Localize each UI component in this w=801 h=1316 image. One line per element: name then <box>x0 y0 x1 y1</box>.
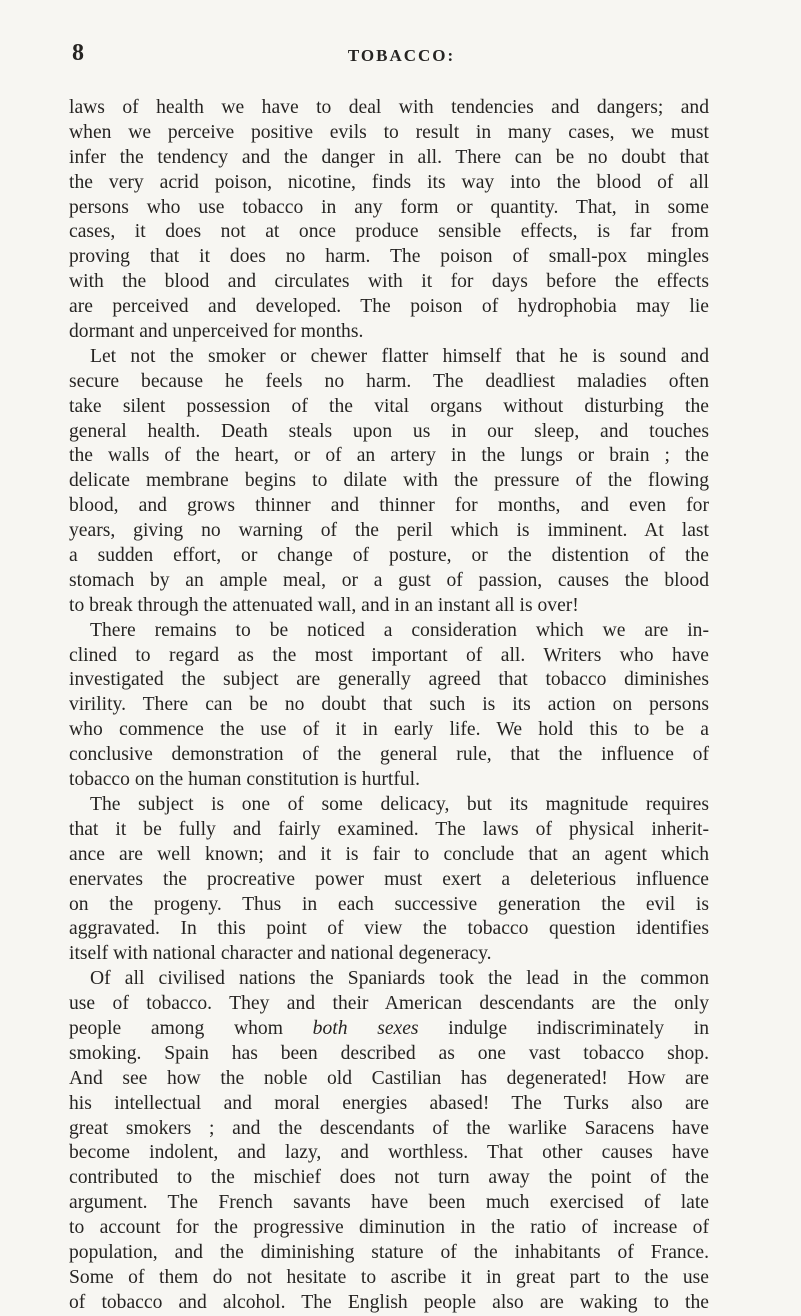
text-line: There remains to be noticed a consideration which we are in- <box>90 619 709 641</box>
text-line: general health. Death steals upon us in our sleep, and touches <box>69 420 709 442</box>
text-line: when we perceive positive evils to result in many cases, we must <box>69 121 709 143</box>
text-line: aggravated. In this point of view the tobacco question identifies <box>69 918 709 940</box>
text-line: his intellectual and moral energies abased! The Turks also are <box>69 1092 709 1114</box>
text-line: tobacco on the human constitution is hurtful. <box>69 769 420 791</box>
running-title: TOBACCO: <box>347 46 456 65</box>
text-line: enervates the procreative power must exert a deleterious influence <box>69 868 709 890</box>
text-line: persons who use tobacco in any form or quantity. That, in some <box>69 196 709 218</box>
text-line: smoking. Spain has been described as one vast tobacco shop. <box>69 1042 709 1064</box>
text-line: blood, and grows thinner and thinner for months, and even for <box>69 495 709 517</box>
page-number: 8 <box>72 40 84 66</box>
text-line: dormant and unperceived for months. <box>69 321 364 343</box>
text-line: take silent possession of the vital organs without disturbing the <box>69 395 709 417</box>
text-line: ance are well known; and it is fair to conclude that an agent which <box>69 843 709 865</box>
text-line: that it be fully and fairly examined. The laws of physical inherit- <box>69 818 709 840</box>
text-line: the very acrid poison, nicotine, finds its way into the blood of all <box>69 171 709 193</box>
text-line: with the blood and circulates with it for days before the effects <box>69 271 709 293</box>
text-line: the walls of the heart, or of an artery in the lungs or brain ; the <box>69 445 709 467</box>
text-line: a sudden effort, or change of posture, or the distention of the <box>69 545 709 567</box>
text-line: years, giving no warning of the peril which is imminent. At last <box>69 520 709 542</box>
text-line: laws of health we have to deal with tendencies and dangers; and <box>69 97 709 118</box>
text-line: who commence the use of it in early life. We hold this to be a <box>69 719 709 741</box>
text-segment: people among whom <box>69 1017 313 1039</box>
text-segment: indulge indiscriminately in <box>418 1017 709 1039</box>
text-line: of tobacco and alcohol. The English people also are waking to the <box>69 1291 709 1313</box>
text-line: conclusive demonstration of the general rule, that the influence of <box>69 744 709 766</box>
text-line: The subject is one of some delicacy, but its magnitude requires <box>90 793 709 815</box>
text-line: And see how the noble old Castilian has degenerated! How are <box>69 1067 709 1089</box>
text-line: contributed to the mischief does not turn away the point of the <box>69 1167 709 1189</box>
page-header <box>72 40 731 74</box>
text-line: become indolent, and lazy, and worthless. That other causes have <box>69 1142 709 1164</box>
text-line: infer the tendency and the danger in all. There can be no doubt that <box>69 146 709 168</box>
text-line: cases, it does not at once produce sensible effects, is far from <box>69 221 709 243</box>
text-line: Of all civilised nations the Spaniards took the lead in the common <box>90 968 709 990</box>
text-line: proving that it does no harm. The poison of small-pox mingles <box>69 246 709 268</box>
body-text <box>69 96 709 1316</box>
text-line: virility. There can be no doubt that such is its action on persons <box>69 694 709 716</box>
text-line: on the progeny. Thus in each successive generation the evil is <box>69 893 709 915</box>
text-line: great smokers ; and the descendants of the warlike Saracens have <box>69 1117 709 1139</box>
text-line: population, and the diminishing stature of the inhabitants of France. <box>69 1241 709 1263</box>
text-line: delicate membrane begins to dilate with the pressure of the flowing <box>69 470 709 492</box>
text-line: secure because he feels no harm. The deadliest maladies often <box>69 370 709 392</box>
text-line: are perceived and developed. The poison of hydrophobia may lie <box>69 296 709 318</box>
emphasis-text: both sexes <box>312 1017 419 1039</box>
text-line: itself with national character and national degeneracy. <box>69 943 492 965</box>
text-line: Some of them do not hesitate to ascribe it in great part to the use <box>69 1266 709 1288</box>
text-line: stomach by an ample meal, or a gust of passion, causes the blood <box>69 569 709 591</box>
text-line: investigated the subject are generally agreed that tobacco diminishes <box>69 669 709 691</box>
text-line: to break through the attenuated wall, and in an instant all is over! <box>69 594 579 616</box>
text-line <box>69 1017 709 1042</box>
text-line: Let not the smoker or chewer flatter himself that he is sound and <box>90 345 709 367</box>
text-line: argument. The French savants have been much exercised of late <box>69 1192 709 1214</box>
text-line: use of tobacco. They and their American descendants are the only <box>69 993 709 1015</box>
text-line: clined to regard as the most important of all. Writers who have <box>69 644 709 666</box>
text-line: to account for the progressive diminution in the ratio of increase of <box>69 1217 709 1239</box>
